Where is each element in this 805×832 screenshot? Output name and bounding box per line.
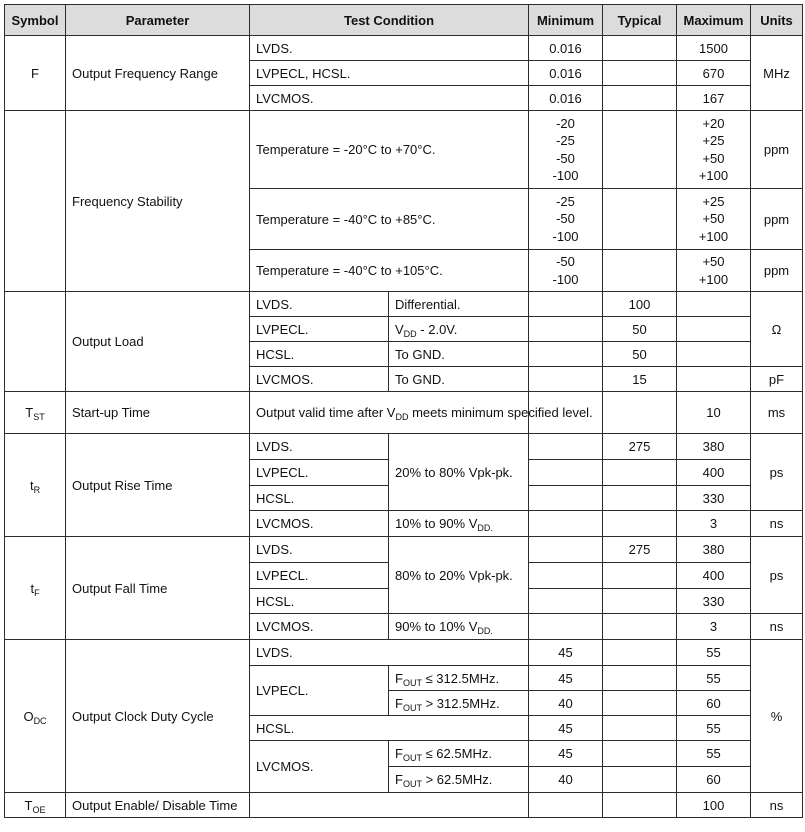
header-maximum: Maximum	[677, 5, 751, 36]
max-cell: 55	[677, 666, 751, 691]
typ-cell	[603, 614, 677, 640]
min-cell	[529, 434, 603, 460]
max-cell: 167	[677, 86, 751, 111]
header-units: Units	[751, 5, 803, 36]
vdd-subscript: DD	[395, 412, 409, 422]
condition-cell: Temperature = -20°C to +70°C.	[250, 111, 529, 189]
min-cell: 45	[529, 741, 603, 767]
parameter-cell: Output Enable/ Disable Time	[66, 793, 250, 818]
min-cell	[529, 589, 603, 614]
typ-cell	[603, 716, 677, 741]
typ-cell	[603, 392, 677, 434]
condition-cell: HCSL.	[250, 716, 529, 741]
value-line: -25	[556, 193, 575, 209]
unit-cell: MHz	[751, 36, 803, 111]
typ-cell	[603, 511, 677, 537]
fout-condition: ≤ 312.5MHz.	[421, 670, 500, 686]
value-line: +50	[702, 211, 725, 227]
value-line: -100	[552, 271, 579, 287]
value-line: +50	[702, 254, 725, 269]
typ-cell	[603, 86, 677, 111]
table-row	[5, 292, 803, 317]
range-text: 90% to 10% V	[395, 619, 478, 634]
typ-cell: 100	[603, 292, 677, 317]
symbol-subscript: ST	[33, 412, 45, 422]
unit-cell: ps	[751, 537, 803, 614]
condition-cell	[250, 793, 529, 818]
symbol-text: t	[30, 580, 35, 596]
max-cell	[677, 250, 751, 292]
symbol-cell	[5, 434, 66, 537]
min-cell	[529, 111, 603, 189]
parameter-cell: Output Clock Duty Cycle	[66, 640, 250, 793]
typ-cell	[603, 36, 677, 61]
subcondition-cell	[389, 767, 529, 793]
typ-cell: 275	[603, 537, 677, 563]
unit-cell: ms	[751, 392, 803, 434]
fout-label: F	[395, 772, 403, 787]
header-symbol: Symbol	[5, 5, 66, 36]
symbol-text: t	[29, 477, 34, 493]
subcondition-cell: To GND.	[389, 367, 529, 392]
value-line: -25	[556, 133, 575, 148]
condition-cell: LVCMOS.	[250, 86, 529, 111]
typ-cell	[603, 640, 677, 666]
typ-cell	[603, 61, 677, 86]
typ-cell	[603, 111, 677, 189]
value-line: +25	[702, 193, 725, 209]
symbol-subscript: OE	[32, 804, 46, 815]
max-cell: 10	[677, 392, 751, 434]
parameter-cell: Output Load	[66, 292, 250, 392]
condition-cell: LVCMOS.	[250, 511, 389, 537]
unit-cell: ppm	[751, 111, 803, 189]
max-cell: 55	[677, 716, 751, 741]
max-cell: 400	[677, 563, 751, 589]
parameter-cell: Output Frequency Range	[66, 36, 250, 111]
min-cell: 0.016	[529, 86, 603, 111]
min-cell	[529, 486, 603, 511]
value-line: -100	[552, 228, 579, 244]
condition-cell: LVDS.	[250, 537, 389, 563]
typ-cell	[603, 767, 677, 793]
min-cell: 0.016	[529, 61, 603, 86]
symbol-cell	[5, 292, 66, 392]
table-row	[5, 640, 803, 666]
max-cell	[677, 342, 751, 367]
range-cell: 80% to 20% Vpk-pk.	[389, 537, 529, 614]
min-cell	[529, 317, 603, 342]
header-typical: Typical	[603, 5, 677, 36]
fout-condition: ≤ 62.5MHz.	[421, 746, 492, 761]
condition-cell: HCSL.	[250, 342, 389, 367]
header-test-condition: Test Condition	[250, 5, 529, 36]
max-cell: 380	[677, 537, 751, 563]
condition-cell: LVDS.	[250, 434, 389, 460]
typ-cell	[603, 563, 677, 589]
condition-suffix: meets minimum specified level.	[408, 405, 593, 420]
typ-cell: 50	[603, 342, 677, 367]
max-cell	[677, 189, 751, 250]
typ-cell	[603, 691, 677, 716]
symbol-cell	[5, 111, 66, 292]
condition-cell: LVDS.	[250, 640, 529, 666]
condition-cell: LVCMOS.	[250, 741, 389, 793]
condition-cell: LVCMOS.	[250, 367, 389, 392]
typ-cell	[603, 189, 677, 250]
typ-cell	[603, 460, 677, 486]
max-cell	[677, 292, 751, 317]
range-text: 10% to 90% V	[395, 516, 478, 531]
max-cell: 3	[677, 511, 751, 537]
symbol-text: O	[23, 708, 34, 724]
table-row	[5, 36, 803, 61]
table-row	[5, 537, 803, 563]
condition-cell: LVDS.	[250, 36, 529, 61]
fout-subscript: OUT	[402, 753, 422, 763]
symbol-text: T	[25, 405, 34, 420]
condition-cell: LVPECL, HCSL.	[250, 61, 529, 86]
typ-cell	[603, 741, 677, 767]
subcondition-cell	[389, 741, 529, 767]
vdd-subscript: DD	[403, 328, 417, 339]
typ-cell	[603, 486, 677, 511]
condition-cell	[250, 392, 593, 434]
symbol-subscript: F	[34, 587, 40, 598]
subcondition-cell: To GND.	[389, 342, 529, 367]
min-cell: 40	[529, 767, 603, 793]
max-cell: 3	[677, 614, 751, 640]
typ-cell: 15	[603, 367, 677, 392]
vdd-subscript: DD.	[477, 626, 493, 636]
parameter-cell: Frequency Stability	[66, 111, 250, 292]
vdd-label: V	[395, 321, 404, 337]
symbol-subscript: R	[33, 484, 41, 495]
table-row	[5, 392, 803, 434]
min-cell	[529, 537, 603, 563]
max-cell: 330	[677, 589, 751, 614]
condition-cell: LVPECL.	[250, 317, 389, 342]
max-cell: 330	[677, 486, 751, 511]
value-line: +100	[698, 168, 729, 183]
unit-cell: ppm	[751, 189, 803, 250]
min-cell	[529, 189, 603, 250]
condition-cell: LVCMOS.	[250, 614, 389, 640]
max-cell: 55	[677, 741, 751, 767]
unit-cell: %	[751, 640, 803, 793]
symbol-subscript: DC	[33, 715, 47, 726]
fout-subscript: OUT	[402, 779, 422, 789]
typ-cell	[603, 666, 677, 691]
typ-cell	[603, 793, 677, 818]
max-cell	[677, 111, 751, 189]
condition-cell: HCSL.	[250, 589, 389, 614]
table-row	[5, 111, 803, 189]
fout-subscript: OUT	[402, 677, 422, 688]
symbol-cell	[5, 537, 66, 640]
condition-cell: HCSL.	[250, 486, 389, 511]
parameter-cell: Start-up Time	[66, 392, 250, 434]
symbol-cell	[5, 640, 66, 793]
header-minimum: Minimum	[529, 5, 603, 36]
fout-subscript: OUT	[402, 702, 422, 713]
max-cell: 1500	[677, 36, 751, 61]
min-cell	[529, 793, 603, 818]
value-line: -50	[556, 150, 575, 166]
value-line: +25	[702, 133, 725, 148]
unit-cell: ns	[751, 511, 803, 537]
typ-cell: 50	[603, 317, 677, 342]
value-line: +50	[702, 150, 725, 166]
header-parameter: Parameter	[66, 5, 250, 36]
condition-cell: LVPECL.	[250, 460, 389, 486]
condition-text: Output valid time after V	[256, 405, 396, 420]
parameter-cell: Output Rise Time	[66, 434, 250, 537]
max-cell: 380	[677, 434, 751, 460]
max-cell	[677, 317, 751, 342]
unit-cell: ns	[751, 614, 803, 640]
value-line: -50	[556, 211, 575, 227]
unit-cell: ppm	[751, 250, 803, 292]
max-cell: 670	[677, 61, 751, 86]
value-line: -50	[556, 254, 575, 269]
value-line: +100	[698, 228, 729, 244]
min-cell: 45	[529, 716, 603, 741]
spec-table	[4, 4, 803, 818]
max-cell	[677, 367, 751, 392]
fout-label: F	[395, 695, 403, 711]
max-cell: 400	[677, 460, 751, 486]
condition-cell: Temperature = -40°C to +85°C.	[250, 189, 529, 250]
subcondition-cell	[389, 317, 529, 342]
min-cell	[529, 342, 603, 367]
min-cell: 40	[529, 691, 603, 716]
condition-cell: LVDS.	[250, 292, 389, 317]
fout-label: F	[395, 670, 403, 686]
value-line: -100	[552, 168, 579, 183]
condition-cell: Temperature = -40°C to +105°C.	[250, 250, 529, 292]
min-cell	[529, 614, 603, 640]
symbol-cell: F	[5, 36, 66, 111]
range-cell	[389, 511, 529, 537]
min-cell: 45	[529, 666, 603, 691]
unit-cell: ns	[751, 793, 803, 818]
table-row	[5, 793, 803, 818]
range-cell	[389, 614, 529, 640]
parameter-cell: Output Fall Time	[66, 537, 250, 640]
fout-label: F	[395, 746, 403, 761]
symbol-cell	[5, 392, 66, 434]
subcondition-cell	[389, 666, 529, 691]
unit-cell: Ω	[751, 292, 803, 367]
value-line: -20	[556, 115, 575, 131]
symbol-cell	[5, 793, 66, 818]
min-cell: 45	[529, 640, 603, 666]
vdd-suffix: - 2.0V.	[416, 321, 458, 337]
unit-cell: pF	[751, 367, 803, 392]
table-row	[5, 434, 803, 460]
min-cell	[529, 563, 603, 589]
min-cell	[529, 292, 603, 317]
vdd-subscript: DD.	[477, 523, 493, 533]
min-cell	[529, 250, 603, 292]
typ-cell: 275	[603, 434, 677, 460]
value-line: +100	[698, 271, 729, 287]
fout-condition: > 312.5MHz.	[421, 695, 500, 711]
max-cell: 100	[677, 793, 751, 818]
unit-cell: ps	[751, 434, 803, 511]
max-cell: 55	[677, 640, 751, 666]
min-cell	[529, 367, 603, 392]
typ-cell	[603, 250, 677, 292]
min-cell	[529, 460, 603, 486]
max-cell: 60	[677, 691, 751, 716]
subcondition-cell: Differential.	[389, 292, 529, 317]
min-cell	[529, 511, 603, 537]
typ-cell	[603, 589, 677, 614]
value-line: +20	[702, 115, 725, 131]
header-row	[5, 5, 803, 36]
max-cell: 60	[677, 767, 751, 793]
subcondition-cell	[389, 691, 529, 716]
min-cell: 0.016	[529, 36, 603, 61]
range-cell: 20% to 80% Vpk-pk.	[389, 434, 529, 511]
condition-cell: LVPECL.	[250, 563, 389, 589]
symbol-text: T	[24, 797, 33, 813]
condition-cell: LVPECL.	[250, 666, 389, 716]
fout-condition: > 62.5MHz.	[421, 772, 493, 787]
